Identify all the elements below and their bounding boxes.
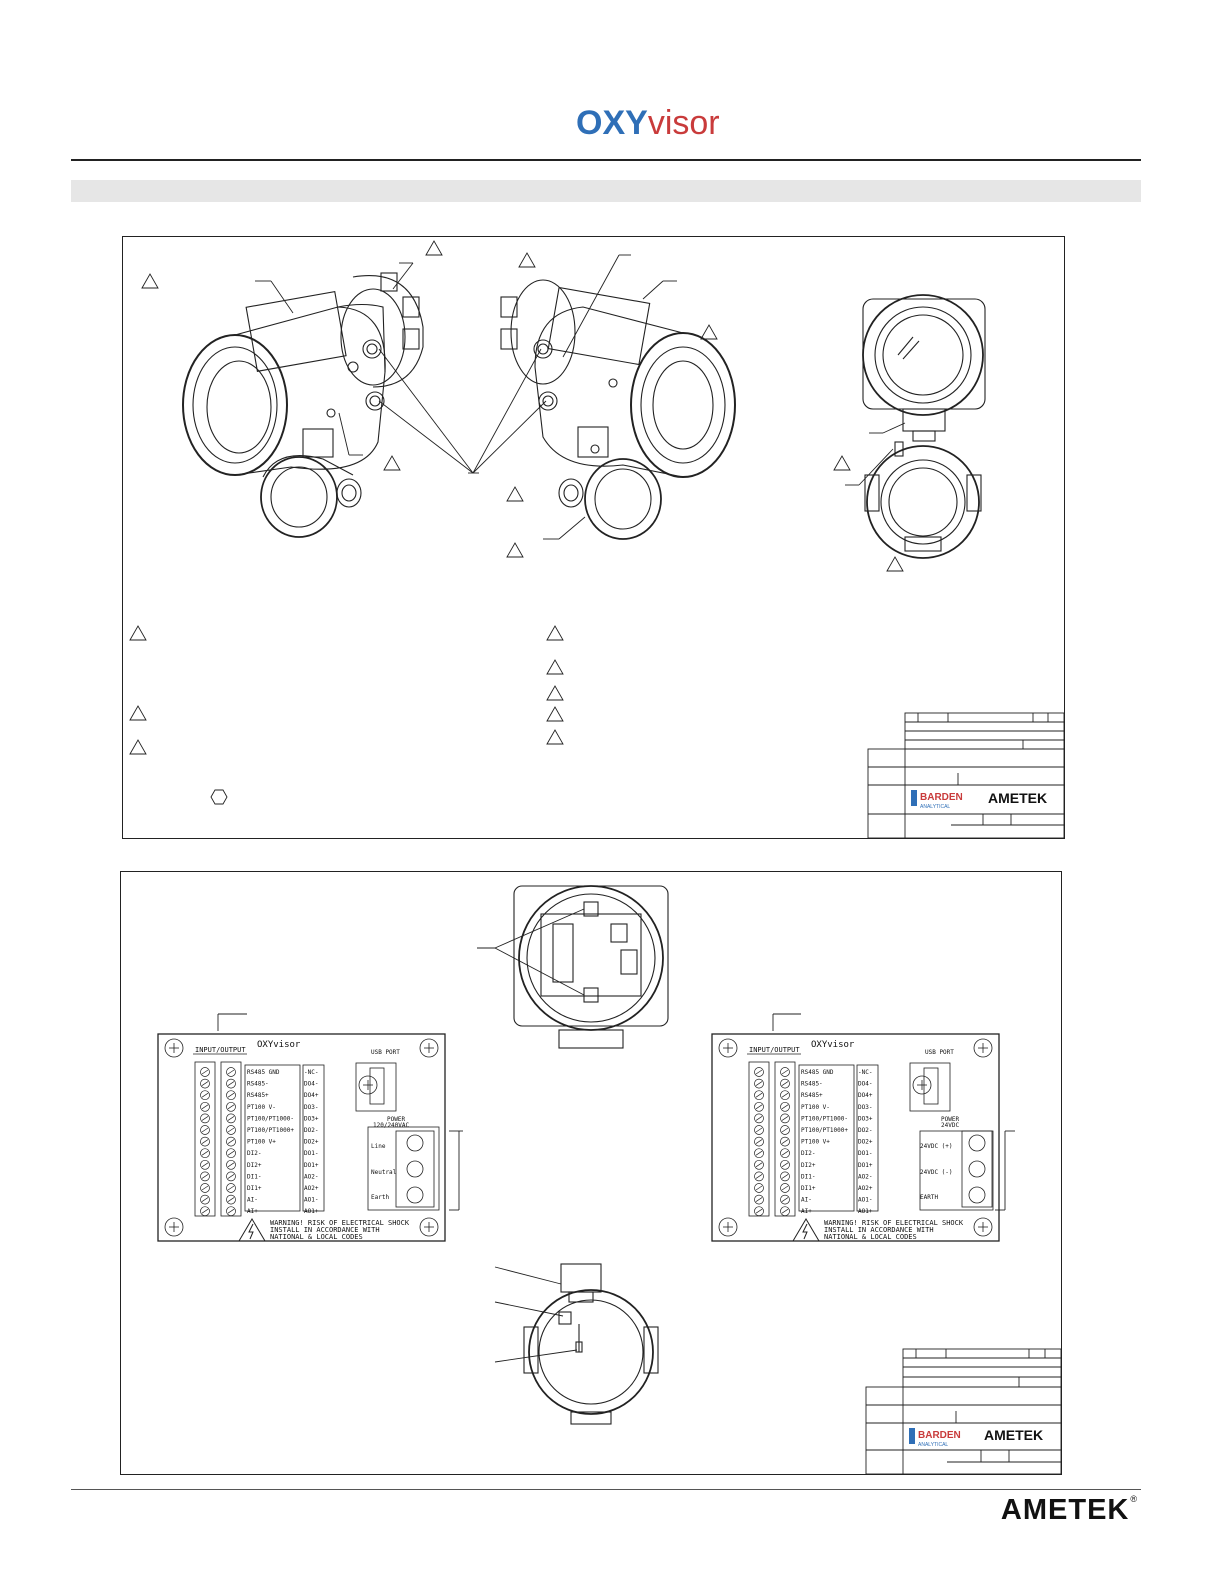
leader-lines-2 bbox=[218, 909, 1015, 1362]
terminal-screw-slot bbox=[756, 1151, 762, 1155]
dc-right-terminal-label: DO2- bbox=[858, 1127, 873, 1134]
title-block-2-logos bbox=[909, 1427, 1043, 1448]
terminal-screw-slot bbox=[756, 1198, 762, 1202]
terminal-screw-slot bbox=[782, 1128, 788, 1132]
drawing-2-svg bbox=[121, 872, 1061, 1474]
board-ac-usb-label: USB PORT bbox=[371, 1049, 400, 1056]
terminal-screw-slot bbox=[756, 1105, 762, 1109]
ac-left-terminal-label: PT100/PT1000+ bbox=[247, 1127, 294, 1134]
enclosure-bottom-view bbox=[524, 1264, 658, 1424]
terminal-screw-slot bbox=[756, 1140, 762, 1144]
ac-left-terminal-label: AI+ bbox=[247, 1208, 258, 1216]
ac-right-terminal-label: DO2- bbox=[304, 1127, 319, 1134]
ac-left-terminal-label: RS485- bbox=[247, 1080, 269, 1088]
drawing-frame-2 bbox=[120, 871, 1062, 1475]
terminal-screw-slot bbox=[756, 1070, 762, 1074]
ac-left-terminal-label: DI2+ bbox=[247, 1161, 262, 1169]
ac-right-terminal-label: DO3+ bbox=[304, 1115, 319, 1123]
dc-right-terminal-label: DO1+ bbox=[858, 1161, 873, 1169]
terminal-screw-slot bbox=[756, 1209, 762, 1213]
barden-logo-1: BARDEN bbox=[920, 792, 963, 803]
dc-left-terminal-label: AI- bbox=[801, 1196, 812, 1204]
ac-left-terminal-label: DI1+ bbox=[247, 1185, 262, 1192]
drawing-frame-1 bbox=[122, 236, 1065, 839]
terminal-screw-slot bbox=[202, 1093, 208, 1097]
terminal-screw-slot bbox=[782, 1140, 788, 1144]
terminal-screw-slot bbox=[756, 1093, 762, 1097]
dc-left-terminal-label: PT100/PT1000+ bbox=[801, 1127, 848, 1134]
terminal-screw-slot bbox=[202, 1174, 208, 1178]
terminal-screw-slot bbox=[782, 1070, 788, 1074]
barden-sub-1: ANALYTICAL bbox=[920, 804, 951, 810]
dc-right-terminal-label: AO2- bbox=[858, 1173, 873, 1181]
title-block-1-logos bbox=[911, 790, 1047, 810]
board-ac-power-term-3: Earth bbox=[371, 1194, 390, 1201]
board-dc-right-terminals bbox=[858, 1069, 873, 1215]
terminal-screw-slot bbox=[202, 1128, 208, 1132]
dc-left-terminal-label: DI2- bbox=[801, 1150, 816, 1158]
terminal-screw-slot bbox=[228, 1151, 234, 1155]
board-ac-screws bbox=[201, 1068, 236, 1216]
ac-right-terminal-label: AO2+ bbox=[304, 1185, 319, 1192]
terminal-screw-slot bbox=[756, 1163, 762, 1167]
terminal-screw-slot bbox=[782, 1151, 788, 1155]
title-block-1 bbox=[868, 713, 1064, 838]
board-dc-power-term-3: EARTH bbox=[920, 1194, 939, 1201]
terminal-screw-slot bbox=[202, 1151, 208, 1155]
board-ac-brand: OXYvisor bbox=[257, 1040, 301, 1050]
board-dc-left-terminals bbox=[801, 1069, 848, 1215]
registered-mark: ® bbox=[1130, 1494, 1138, 1504]
barden-sub-2: ANALYTICAL bbox=[918, 1442, 949, 1448]
board-dc-power-title: POWER bbox=[941, 1116, 960, 1123]
ac-right-terminal-label: -NC- bbox=[304, 1069, 319, 1076]
terminal-screw-slot bbox=[782, 1093, 788, 1097]
ac-left-terminal-label: PT100 V- bbox=[247, 1103, 276, 1111]
terminal-screw-slot bbox=[228, 1105, 234, 1109]
dc-left-terminal-label: PT100 V+ bbox=[801, 1138, 830, 1146]
ac-right-terminal-label: DO3- bbox=[304, 1103, 319, 1111]
dc-left-terminal-label: RS485+ bbox=[801, 1092, 823, 1100]
board-ac-power-title: POWER bbox=[387, 1116, 406, 1123]
terminal-board-dc bbox=[712, 1034, 999, 1241]
dc-right-terminal-label: DO2+ bbox=[858, 1138, 873, 1146]
terminal-board-ac bbox=[158, 1034, 445, 1241]
ac-left-terminal-label: PT100 V+ bbox=[247, 1138, 276, 1146]
dc-right-terminal-label: DO3- bbox=[858, 1103, 873, 1111]
terminal-screw-slot bbox=[228, 1128, 234, 1132]
board-dc-power-sub: 24VDC bbox=[941, 1122, 960, 1129]
ac-left-terminal-label: AI- bbox=[247, 1196, 258, 1204]
terminal-screw-slot bbox=[202, 1070, 208, 1074]
board-ac-warning-1: WARNING! RISK OF ELECTRICAL SHOCK bbox=[270, 1219, 410, 1227]
board-dc-screws bbox=[755, 1068, 790, 1216]
ametek-logo-1: AMETEK bbox=[988, 790, 1048, 806]
terminal-screw-slot bbox=[202, 1105, 208, 1109]
ac-right-terminal-label: AO2- bbox=[304, 1173, 319, 1181]
terminal-screw-slot bbox=[228, 1093, 234, 1097]
terminal-screw-slot bbox=[202, 1163, 208, 1167]
dc-right-terminal-label: DO4+ bbox=[858, 1092, 873, 1100]
terminal-screw-slot bbox=[228, 1082, 234, 1086]
footer-logo-text: AMETEK bbox=[1000, 1494, 1130, 1526]
oxyvisor-logo bbox=[576, 104, 720, 143]
board-dc-warning-2: INSTALL IN ACCORDANCE WITH bbox=[824, 1226, 934, 1234]
dc-left-terminal-label: PT100/PT1000- bbox=[801, 1115, 848, 1123]
barden-logo-2: BARDEN bbox=[918, 1430, 961, 1441]
dc-left-terminal-label: DI1+ bbox=[801, 1185, 816, 1192]
terminal-screw-slot bbox=[202, 1209, 208, 1213]
transmitter-left-view bbox=[183, 273, 423, 537]
leader-lines bbox=[255, 255, 905, 539]
drawing-1-svg bbox=[123, 237, 1064, 838]
logo-oxy-text: OXY bbox=[576, 104, 648, 142]
terminal-screw-slot bbox=[202, 1198, 208, 1202]
terminal-screw-slot bbox=[756, 1082, 762, 1086]
dc-right-terminal-label: AO1- bbox=[858, 1196, 873, 1204]
ac-right-terminal-label: AO1- bbox=[304, 1196, 319, 1204]
terminal-screw-slot bbox=[782, 1105, 788, 1109]
dc-right-terminal-label: AO1+ bbox=[858, 1208, 873, 1216]
dc-right-terminal-label: AO2+ bbox=[858, 1185, 873, 1192]
terminal-screw-slot bbox=[782, 1082, 788, 1086]
dc-left-terminal-label: RS485 GND bbox=[801, 1069, 834, 1076]
footer-ametek-logo bbox=[1001, 1494, 1138, 1527]
board-ac-warning-2: INSTALL IN ACCORDANCE WITH bbox=[270, 1226, 380, 1234]
dc-left-terminal-label: AI+ bbox=[801, 1208, 812, 1216]
ac-left-terminal-label: DI2- bbox=[247, 1150, 262, 1158]
terminal-screw-slot bbox=[228, 1186, 234, 1190]
dc-right-terminal-label: DO4- bbox=[858, 1080, 873, 1088]
section-band bbox=[71, 180, 1141, 202]
terminal-screw-slot bbox=[756, 1116, 762, 1120]
flag-triangles bbox=[130, 241, 903, 804]
ac-left-terminal-label: RS485+ bbox=[247, 1092, 269, 1100]
dc-right-terminal-label: DO1- bbox=[858, 1150, 873, 1158]
board-dc-warning-3: NATIONAL & LOCAL CODES bbox=[824, 1233, 917, 1241]
ac-left-terminal-label: DI1- bbox=[247, 1173, 262, 1181]
transmitter-front-view bbox=[863, 295, 985, 558]
ac-right-terminal-label: DO4- bbox=[304, 1080, 319, 1088]
board-dc-usb-label: USB PORT bbox=[925, 1049, 954, 1056]
terminal-screw-slot bbox=[202, 1082, 208, 1086]
ac-left-terminal-label: RS485 GND bbox=[247, 1069, 280, 1076]
terminal-screw-slot bbox=[782, 1116, 788, 1120]
board-ac-header: INPUT/OUTPUT bbox=[195, 1046, 246, 1054]
board-dc-warning-icon bbox=[793, 1219, 819, 1241]
board-ac-right-terminals bbox=[304, 1069, 319, 1215]
ac-right-terminal-label: DO4+ bbox=[304, 1092, 319, 1100]
terminal-screw-slot bbox=[782, 1186, 788, 1190]
dc-right-terminal-label: DO3+ bbox=[858, 1115, 873, 1123]
board-dc-header: INPUT/OUTPUT bbox=[749, 1046, 800, 1054]
dc-left-terminal-label: PT100 V- bbox=[801, 1103, 830, 1111]
terminal-screw-slot bbox=[756, 1174, 762, 1178]
ac-left-terminal-label: PT100/PT1000- bbox=[247, 1115, 294, 1123]
board-ac-warning-3: NATIONAL & LOCAL CODES bbox=[270, 1233, 363, 1241]
header-rule bbox=[71, 159, 1141, 161]
board-ac-power-term-2: Neutral bbox=[371, 1169, 397, 1176]
terminal-screw-slot bbox=[202, 1140, 208, 1144]
board-ac-power-term-1: Line bbox=[371, 1143, 386, 1150]
terminal-screw-slot bbox=[756, 1186, 762, 1190]
board-dc-warning-1: WARNING! RISK OF ELECTRICAL SHOCK bbox=[824, 1219, 964, 1227]
transmitter-right-view bbox=[501, 280, 735, 539]
ac-right-terminal-label: DO1- bbox=[304, 1150, 319, 1158]
terminal-screw-slot bbox=[782, 1198, 788, 1202]
terminal-screw-slot bbox=[202, 1186, 208, 1190]
board-ac-left-terminals bbox=[247, 1069, 294, 1215]
board-dc-power-term-1: 24VDC (+) bbox=[920, 1143, 953, 1150]
board-dc-power-term-2: 24VDC (-) bbox=[920, 1169, 953, 1176]
terminal-screw-slot bbox=[228, 1070, 234, 1074]
board-dc-brand: OXYvisor bbox=[811, 1040, 855, 1050]
board-ac-warning-icon bbox=[239, 1219, 265, 1241]
ac-right-terminal-label: DO2+ bbox=[304, 1138, 319, 1146]
terminal-screw-slot bbox=[756, 1128, 762, 1132]
terminal-screw-slot bbox=[228, 1209, 234, 1213]
dc-left-terminal-label: DI1- bbox=[801, 1173, 816, 1181]
terminal-screw-slot bbox=[202, 1116, 208, 1120]
terminal-screw-slot bbox=[228, 1140, 234, 1144]
logo-visor-text: visor bbox=[647, 104, 720, 142]
dc-left-terminal-label: DI2+ bbox=[801, 1161, 816, 1169]
title-block-2 bbox=[866, 1349, 1061, 1474]
terminal-screw-slot bbox=[782, 1209, 788, 1213]
terminal-screw-slot bbox=[228, 1116, 234, 1120]
terminal-screw-slot bbox=[228, 1174, 234, 1178]
footer-rule bbox=[71, 1489, 1141, 1490]
ac-right-terminal-label: DO1+ bbox=[304, 1161, 319, 1169]
board-ac-power-sub: 120/240VAC bbox=[373, 1122, 410, 1129]
dc-left-terminal-label: RS485- bbox=[801, 1080, 823, 1088]
enclosure-interior-top-view bbox=[514, 886, 668, 1048]
terminal-screw-slot bbox=[782, 1163, 788, 1167]
ametek-logo-2: AMETEK bbox=[984, 1427, 1044, 1443]
terminal-screw-slot bbox=[228, 1163, 234, 1167]
terminal-screw-slot bbox=[782, 1174, 788, 1178]
dc-right-terminal-label: -NC- bbox=[858, 1069, 873, 1076]
terminal-screw-slot bbox=[228, 1198, 234, 1202]
ac-right-terminal-label: AO1+ bbox=[304, 1208, 319, 1216]
